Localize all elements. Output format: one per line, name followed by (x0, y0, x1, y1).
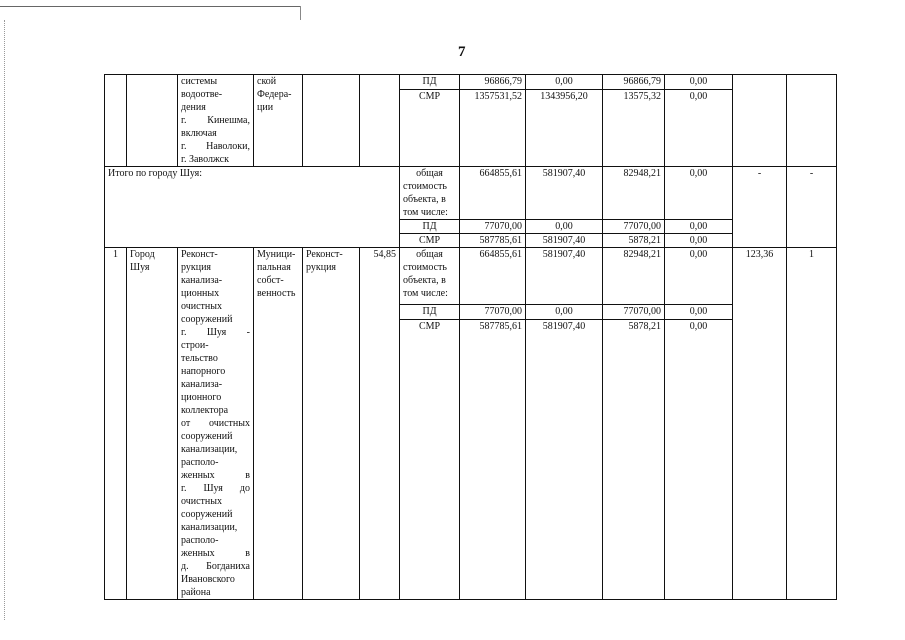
col2-cell: 13575,32 (603, 89, 665, 166)
col4-cell: 123,36 (733, 248, 787, 600)
city-cell: Город Шуя (127, 248, 178, 600)
object-name-cell: системы водоотве- дения г. Кинешма, включая г. Наволоки, г. Заволжск (178, 75, 254, 167)
page-number: 7 (458, 44, 466, 60)
col3-cell: 0,00 (665, 248, 733, 305)
col3-cell: 0,00 (665, 220, 733, 234)
scan-left-edge (4, 20, 6, 620)
city-total-label: Итого по городу Шуя: (105, 167, 400, 248)
total-cell: 587785,61 (460, 234, 526, 248)
cost-type-cell: СМР (400, 320, 460, 600)
num-cell (105, 75, 127, 167)
col4-cell (733, 75, 787, 167)
table-row (105, 75, 837, 90)
total-cell: 664855,61 (460, 248, 526, 305)
owner-cell: Муници-пальная собст-венность (254, 248, 303, 600)
col2-cell: 77070,00 (603, 220, 665, 234)
scan-edge-mark (300, 6, 301, 20)
col1-cell: 0,00 (526, 305, 603, 320)
col5-cell: - (787, 167, 837, 248)
object-name-cell: Реконст- рукция канализа- ционных очистных сооружений г. Шуя - строи- тельство напорного канализа- ционного коллектора от очистных сооружений канализации, располо- женных в г. Шуя до очистных сооружений канализации, располо- женных в д. Богданиха Ивановского района (178, 248, 254, 600)
total-cell: 77070,00 (460, 305, 526, 320)
col1-cell: 1343956,20 (526, 89, 603, 166)
cost-type-cell: СМР (400, 234, 460, 248)
table-row (105, 167, 837, 220)
table-row (105, 248, 837, 305)
total-cell: 587785,61 (460, 320, 526, 600)
col1-cell: 0,00 (526, 220, 603, 234)
col2-cell: 96866,79 (603, 75, 665, 90)
num-cell: 1 (105, 248, 127, 600)
value-cell (360, 75, 400, 167)
col1-cell: 581907,40 (526, 167, 603, 220)
value-cell: 54,85 (360, 248, 400, 600)
col1-cell: 0,00 (526, 75, 603, 90)
cost-type-cell: общая стоимость объекта, в том числе: (400, 167, 460, 220)
col1-cell: 581907,40 (526, 234, 603, 248)
col3-cell: 0,00 (665, 320, 733, 600)
col5-cell (787, 75, 837, 167)
total-cell: 1357531,52 (460, 89, 526, 166)
budget-table (104, 74, 837, 600)
col3-cell: 0,00 (665, 75, 733, 90)
col2-cell: 82948,21 (603, 167, 665, 220)
col5-cell: 1 (787, 248, 837, 600)
cost-type-cell: общая стоимость объекта, в том числе: (400, 248, 460, 305)
owner-cell: ской Федера- ции (254, 75, 303, 167)
total-cell: 96866,79 (460, 75, 526, 90)
col3-cell: 0,00 (665, 234, 733, 248)
col3-cell: 0,00 (665, 89, 733, 166)
col2-cell: 5878,21 (603, 234, 665, 248)
total-cell: 664855,61 (460, 167, 526, 220)
col2-cell: 5878,21 (603, 320, 665, 600)
work-type-cell: Реконст-рукция (303, 248, 360, 600)
scan-edge-line (0, 6, 300, 7)
col1-cell: 581907,40 (526, 320, 603, 600)
col4-cell: - (733, 167, 787, 248)
col2-cell: 82948,21 (603, 248, 665, 305)
cost-type-cell: СМР (400, 89, 460, 166)
work-type-cell (303, 75, 360, 167)
col2-cell: 77070,00 (603, 305, 665, 320)
total-cell: 77070,00 (460, 220, 526, 234)
col3-cell: 0,00 (665, 167, 733, 220)
cost-type-cell: ПД (400, 75, 460, 90)
city-cell (127, 75, 178, 167)
cost-type-cell: ПД (400, 305, 460, 320)
cost-type-cell: ПД (400, 220, 460, 234)
col1-cell: 581907,40 (526, 248, 603, 305)
col3-cell: 0,00 (665, 305, 733, 320)
